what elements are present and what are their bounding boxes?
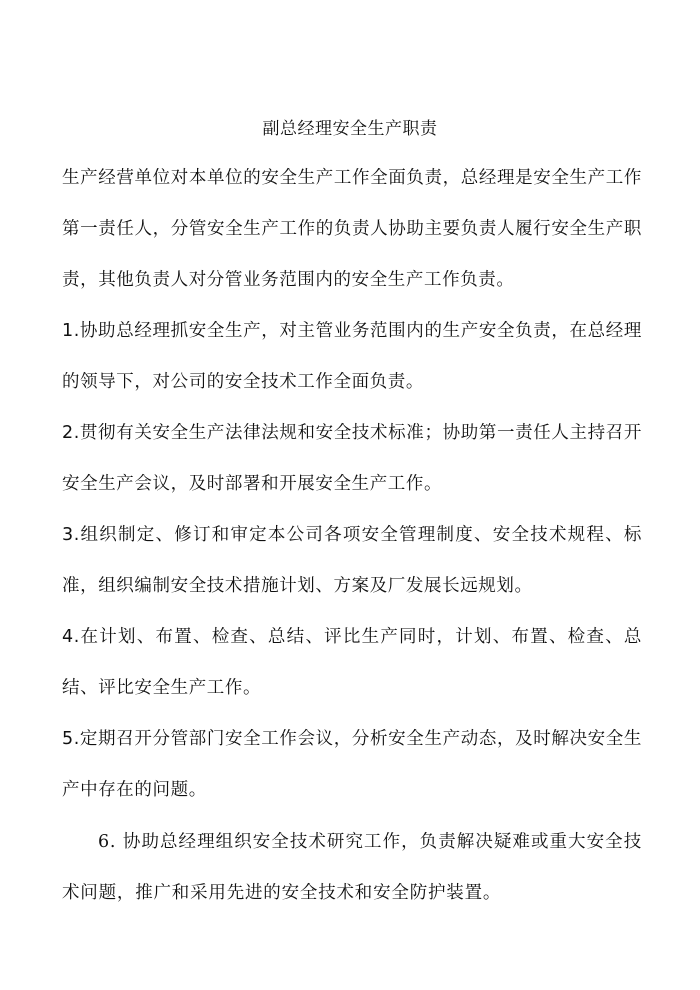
duty-item-6: 6. 协助总经理组织安全技术研究工作，负责解决疑难或重大安全技术问题，推广和采用先进的安全技术和安全防护装置。	[62, 832, 642, 903]
duty-item-3: 3.组织制定、修订和审定本公司各项安全管理制度、安全技术规程、标准，组织编制安全技术措施计划、方案及厂发展长远规划。	[62, 525, 642, 596]
duty-item-5: 5.定期召开分管部门安全工作会议，分析安全生产动态，及时解决安全生产中存在的问题。	[62, 729, 642, 800]
intro-paragraph: 生产经营单位对本单位的安全生产工作全面负责，总经理是安全生产工作第一责任人，分管安全生产工作的负责人协助主要负责人履行安全生产职责，其他负责人对分管业务范围内的安全生产工作负责。	[62, 168, 642, 290]
duty-item-2: 2.贯彻有关安全生产法律法规和安全技术标准；协助第一责任人主持召开安全生产会议，及时部署和开展安全生产工作。	[62, 423, 642, 494]
document-title: 副总经理安全生产职责	[262, 119, 438, 139]
duty-item-4: 4.在计划、布置、检查、总结、评比生产同时，计划、布置、检查、总结、评比安全生产工作。	[62, 627, 642, 698]
duty-item-1: 1.协助总经理抓安全生产，对主管业务范围内的生产安全负责，在总经理的领导下，对公司的安全技术工作全面负责。	[62, 321, 642, 392]
